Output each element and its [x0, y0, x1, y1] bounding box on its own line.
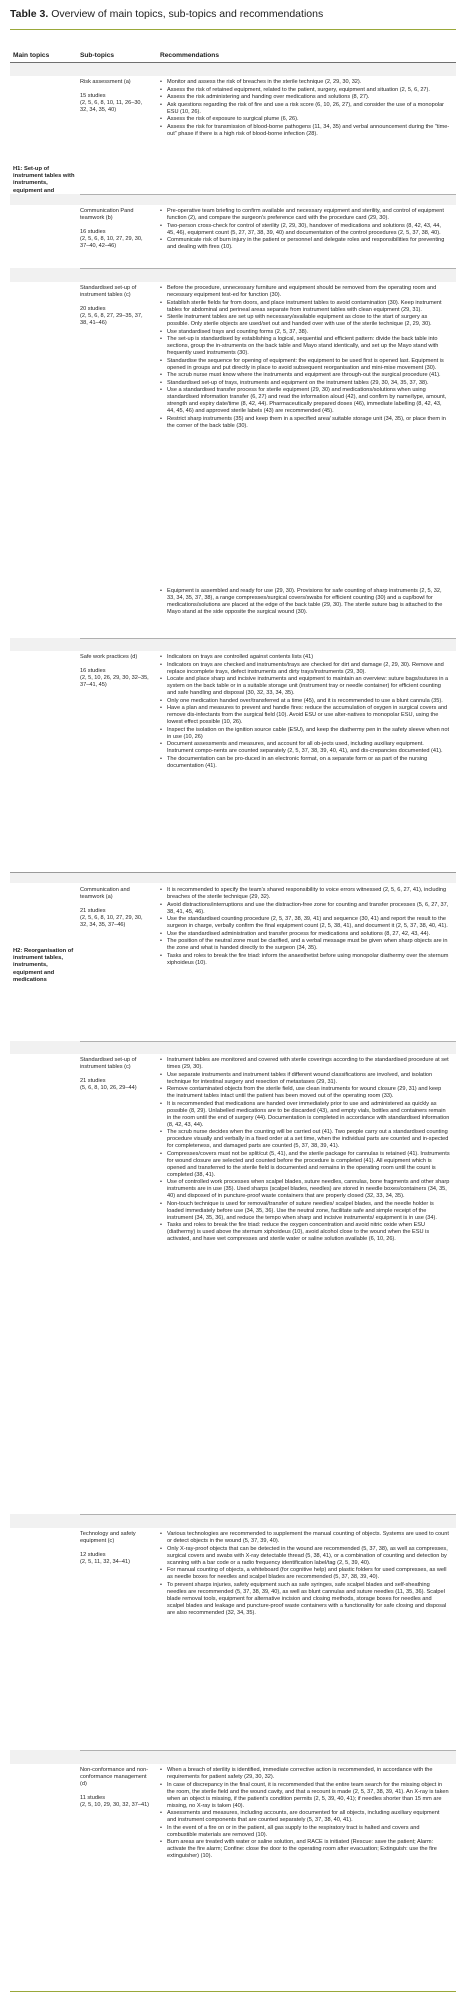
subtopic-divider — [80, 1514, 456, 1515]
header-recommendations: Recommendations — [160, 52, 219, 59]
recommendation-item: • Various technologies are recommended to supplement the manual counting of objects. Systems are used to count or detect objects in the wound (5, 37, 39, 40). — [160, 1531, 450, 1545]
row-gap — [10, 1750, 456, 1764]
subtopic-h2-a — [80, 887, 150, 929]
header-gap — [10, 62, 456, 76]
recommendation-item: • Only one medication handed over/transferred at a time (45), and it is recommended to use a blunt cannula (35). — [160, 698, 450, 705]
recommendations-h2-c — [160, 1531, 450, 1617]
row-gap — [10, 268, 456, 282]
main-topic-h1: H1: Set-up of instrument tables with instruments, equipment and — [13, 166, 75, 194]
header-sub-topics: Sub-topics — [80, 52, 115, 59]
recommendation-item: • Before the procedure, unnecessary furniture and equipment should be removed from the operating room and necessary equipment test-ed for function (30). — [160, 285, 450, 299]
subtopic-refs: (2, 5, 6, 8, 10, 27, 29, 30, 37–40, 42–46) — [80, 236, 143, 249]
recommendation-item: • Use a standardised transfer process for sterile equipment (29, 30) and medications/solutions when using standardised information transfer (6, 27) and read the information aloud (42), and confirm by name/type, amount, strength and expiry date/time (8, 42, 44). Pharmaceutically prepared doses (46), immediate labelling (8, 42, 43, 44, 45, 46) and approved sterile labels (43) are recommended (45). — [160, 387, 450, 415]
top-rule — [10, 29, 456, 30]
recommendations-h1-c — [160, 285, 450, 430]
recommendation-item: • Assess the risk of exposure to surgical plume (6, 26). — [160, 116, 450, 123]
recommendation-item: • Standardised set-up of trays, instruments and equipment on the instrument tables (29, 30, 34, 35, 37, 38). — [160, 380, 450, 387]
table-label: Table 3. — [10, 8, 49, 20]
subtopic-studies: 12 studies — [80, 1552, 106, 1558]
recommendation-item: • Assess the risk for transmission of blood-borne pathogens (11, 34, 35) and verbal announcement during the “time-out” phase if there is a high risk of blood-borne infection (28). — [160, 124, 450, 138]
subtopic-divider — [80, 1750, 456, 1751]
recommendation-item: • Monitor and assess the risk of breaches in the sterile technique (2, 29, 30, 32). — [160, 79, 450, 86]
recommendation-item: • Remove contaminated objects from the sterile field, use clean instruments for wound closure (29, 31) and keep the instrument tables intact until the patient has been moved out of the operating room (33). — [160, 1086, 450, 1100]
recommendation-item: • Burn areas are treated with water or saline solution, and RACE is initiated (Rescue: save the patient; Alarm: activate the fire alarm; Confine: close the door to the operating room after evacuation; Extinguish: use the fire extinguisher) (10). — [160, 1839, 450, 1860]
subtopic-refs: (2, 5, 6, 8, 10, 27, 29, 30, 32, 34, 35, 37–46) — [80, 915, 143, 928]
recommendations-h1-b — [160, 208, 450, 252]
recommendation-item: • Assess the risk of retained equipment, related to the patient, surgery, equipment and situation (2, 5, 6, 27). — [160, 87, 450, 94]
recommendation-item: • It is recommended to specify the team’s shared responsibility to voice errors witnessed (2, 5, 6, 27, 41), including breaches of the sterile technique (29, 32). — [160, 887, 450, 901]
recommendation-item: • Avoid distractions/interruptions and use the distraction-free zone for counting and transfer processes (5, 6, 27, 37, 38, 41, 45, 46). — [160, 902, 450, 916]
row-gap — [10, 873, 456, 883]
subtopic-refs: (5, 6, 8, 10, 26, 29–44) — [80, 1085, 137, 1091]
recommendation-item: • Restrict sharp instruments (35) and keep them in a specified area/ suitable storage unit (34, 35), or place them in the corner of the back table (30). — [160, 416, 450, 430]
subtopic-studies: 21 studies — [80, 908, 106, 914]
table-caption: Overview of main topics, sub-topics and recommendations — [51, 8, 324, 20]
recommendation-item: • Use the standardised administration and transfer process for medications and solutions (8, 27, 42, 43, 44). — [160, 931, 450, 938]
subtopic-name: Risk assessment (a) — [80, 79, 131, 85]
subtopic-studies: 15 studies — [80, 93, 106, 99]
subtopic-name: Non-conformance and non-conformance management (d) — [80, 1767, 149, 1787]
recommendation-item: • The position of the neutral zone must be clarified, and a verbal message must be given when sharp objects are in the zone and what is handed directly to the surgeon (34, 35). — [160, 938, 450, 952]
recommendation-item: • When a breach of sterility is identified, immediate corrective action is recommended, in accordance with the requirements for patient safety (29, 30, 32). — [160, 1767, 450, 1781]
subtopic-divider — [80, 194, 456, 195]
recommendation-item: • The scrub nurse decides when the counting will be carried out (41). Two people carry out a standardised counting procedure visually and verbally in a fixed order at a set time, when the individual parts are counted and in-spected for completeness, and damaged parts are counted (5, 37, 38, 39, 41). — [160, 1129, 450, 1150]
subtopic-h2-c — [80, 1531, 150, 1566]
recommendation-item: • Ask questions regarding the risk of fire and use a risk score (6, 10, 26, 27), and consider the use of a monopolar ESU (10, 26). — [160, 102, 450, 116]
row-gap — [10, 1514, 456, 1528]
subtopic-name: Technology and safety equipment (c) — [80, 1531, 136, 1544]
subtopic-h2-d — [80, 1767, 150, 1809]
recommendation-item: • Use the standardised counting procedure (2, 5, 37, 38, 39, 41) and sequence (30, 41) and report the result to the surgeon in charge, verbally confirm the final equipment count (2, 5, 38, 41), and document it (2, 5, 37, 38, 40, 41). — [160, 916, 450, 930]
subtopic-studies: 20 studies — [80, 306, 106, 312]
recommendation-item: • Indicators on trays are checked and instruments/trays are checked for dirt and damage (2, 29, 30). Remove and replace incomplete trays, defect instruments and dirty trays/instruments (29, 30). — [160, 662, 450, 676]
recommendation-item: • Inspect the isolation on the ignition source cable (ESU), and keep the diathermy pen in the safety sleeve when not in use (10, 26) — [160, 727, 450, 741]
subtopic-name: Communication and teamwork (a) — [80, 887, 130, 900]
subtopic-refs: (2, 5, 6, 8, 10, 11, 26–30, 32, 34, 35, 40) — [80, 100, 143, 113]
recommendation-item: • Assessments and measures, including accounts, are documented for all objects, including auxiliary equipment and instrument components that are counted separately (5, 37, 38, 40, 41). — [160, 1810, 450, 1824]
recommendations-h2-a — [160, 887, 450, 967]
recommendation-item: • Two-person cross-check for control of sterility (2, 29, 30), handover of medications and solutions (8, 42, 43, 44, 45, 46), equipment count (5, 27, 37, 38, 39, 40) and documentation of the control procedures (2, 5, 37, 38, 40). — [160, 223, 450, 237]
subtopic-refs: (2, 5, 10, 29, 30, 32, 37–41) — [80, 1802, 150, 1808]
recommendation-item: • Indicators on trays are controlled against contents lists (41) — [160, 654, 450, 661]
subtopic-refs: (2, 5, 11, 32, 34–41) — [80, 1559, 130, 1565]
recommendation-item: • Tasks and roles to break the fire triad: reduce the oxygen concentration and avoid nitric oxide when ESU (diathermy) is used above the sternum xiphoideus (10), avoid alcohol close to the wound when the ESU is activated, and have wet compresses and sterile water or saline solution available (6, 10, 26). — [160, 1222, 450, 1243]
recommendations-h1-a — [160, 79, 450, 138]
recommendation-item: • Pre-operative team briefing to confirm available and necessary equipment and sterility, and control of equipment function (2), and compare the surgeon’s preference card with the procedure card (29, 30). — [160, 208, 450, 222]
recommendation-item: • Use separate instruments and instrument tables if different wound classifications are involved, and isolation technique for intestinal surgery and resection of metastases (29, 31). — [160, 1072, 450, 1086]
row-gap — [10, 194, 456, 205]
recommendation-item: • Have a plan and measures to prevent and handle fires: reduce the accumulation of oxygen in surgical covers and remove dis-infectants from the surgical field (10). Avoid ESU or use alter-natives to monopolar ESU, using the lowest effect possible (10, 26). — [160, 705, 450, 726]
header-main-topics: Main topics — [13, 52, 50, 59]
recommendation-item: • The scrub nurse must know where the instruments and equipment are through-out the surgical procedure (41). — [160, 372, 450, 379]
recommendation-item: • The set-up is standardised by establishing a logical, sequential and efficient pattern: divide the back table into sections, group the in-struments on the back table and Mayo stand identically, and set up the Mayo stand with frequently used instruments (30). — [160, 336, 450, 357]
subtopic-divider — [80, 268, 456, 269]
subtopic-divider — [80, 1041, 456, 1042]
subtopic-refs: (2, 5, 10, 26, 29, 30, 32–35, 37–41, 45) — [80, 675, 149, 688]
recommendation-item: • Locate and place sharp and incisive instruments and equipment to maintain an overview: suture bags/sutures in a system on the back table or in a suitable storage unit (instrument tray or needle container) for efficient counting and safe handling and disposal (30, 32, 33, 34, 35). — [160, 676, 450, 697]
recommendation-item: • Non-touch technique is used for removal/transfer of suture needles/ scalpel blades, and the needle holder is loaded immediately before use (34, 35, 36). Use the neutral zone, facilitate safe and simple receipt of the instrument (34, 35, 36), and reduce the tempo when sharp and incisive instruments/ equipment is in use (34). — [160, 1201, 450, 1222]
recommendation-item: • Communicate risk of burn injury in the patient or personnel and delegate roles and responsibilities for preventing and dealing with fires (10). — [160, 237, 450, 251]
recommendation-item: • Assess the risk administering and handing over medications and solutions (8, 27). — [160, 94, 450, 101]
recommendation-item: • Sterile instrument tables are set up with necessary/available equipment as close to the start of surgery as possible. Only sterile objects are used/set out and handed over with use of the sterile technique (2, 29, 30). — [160, 314, 450, 328]
recommendations-h1-c-cont — [160, 588, 450, 617]
subtopic-name: Safe work practices (d) — [80, 654, 138, 660]
subtopic-studies: 21 studies — [80, 1078, 106, 1084]
recommendation-item: • Document assessments and measures, and account for all ob-jects used, including auxiliary equipment. Instrument compo-nents are counted separately (2, 5, 37, 38, 39, 40, 41), and dis-crepancies documented (41). — [160, 741, 450, 755]
recommendations-h1-d — [160, 654, 450, 770]
row-gap — [10, 638, 456, 651]
bottom-rule — [10, 1991, 456, 1992]
recommendation-item: • Instrument tables are monitored and covered with sterile coverings according to the standardised procedure at set times (29, 30). — [160, 1057, 450, 1071]
subtopic-refs: (2, 5, 6, 8, 27, 29–35, 37, 38, 41–46) — [80, 313, 143, 326]
subtopic-h1-c — [80, 285, 150, 327]
recommendations-h2-d — [160, 1767, 450, 1861]
recommendation-item: • In the event of a fire on or in the patient, all gas supply to the respiratory tract is halted and covers and combustible materials are removed (10). — [160, 1825, 450, 1839]
main-topic-h2: H2: Reorganisation of instrument tables, instruments, equipment and medications — [13, 948, 74, 983]
subtopic-studies: 11 studies — [80, 1795, 106, 1801]
subtopic-name: Standardised set-up of instrument tables (c) — [80, 285, 137, 298]
recommendation-item: • The documentation can be pro-duced in an electronic format, on a separate form or as part of the nursing documentation (41). — [160, 756, 450, 770]
subtopic-divider — [80, 638, 456, 639]
recommendation-item: • Establish sterile fields far from doors, and place instrument tables to avoid contamination (30). Keep instrument tables for abdominal and perineal areas separate from instrument tables with clean equipment (29, 31). — [160, 300, 450, 314]
recommendation-item: • Standardise the sequence for opening of equipment: the equipment to be used first is opened last. Equipment is opened in groups and put directly in place to avoid subsequent reorganisation and mini-mise movement (30). — [160, 358, 450, 372]
header-rule — [10, 62, 456, 63]
subtopic-h1-a — [80, 79, 150, 114]
recommendations-h2-b — [160, 1057, 450, 1244]
subtopic-studies: 16 studies — [80, 229, 106, 235]
table-title — [10, 8, 323, 20]
recommendation-item: • In case of discrepancy in the final count, it is recommended that the entire team search for the missing object in the room, the sterile field and the wound cavity, and that a recount is made (2, 5, 37, 38, 39, 41). An X-ray is taken when an object is missing, if the patient’s condition permits (2, 5, 39, 40, 41); if needles shorter than 15 mm are missing, no X-ray is taken (40). — [160, 1782, 450, 1810]
recommendation-item: • To prevent sharps injuries, safety equipment such as safe syringes, safe scalpel blades and self-sheathing needles are recommended (5, 37, 38, 39, 40), as well as blunt cannulas and suture needles (11, 35, 36). Scalpel blade removal tools, equipment for alternative incision and closing methods, storage boxes for needles and scalpel blades and leakage and puncture-proof waste containers with a functionality for safe closing and disposal are also recommended (32, 34, 35). — [160, 1582, 450, 1617]
subtopic-name: Communication Pand teamwork (b) — [80, 208, 134, 221]
recommendation-item: • Use of controlled work processes when scalpel blades, suture needles, cannulas, bone fragments and other sharp instruments are in use (35). Used sharps (scalpel blades, needles) are stored in needle boxes/containers (34, 35, 40) and disposed of in puncture-proof waste containers that are properly closed (32, 33, 34, 35). — [160, 1179, 450, 1200]
recommendation-item: • For manual counting of objects, a whiteboard (for cognitive help) and plastic folders for used compresses, as well as needle boxes for needles and scalpel blades are recommended (5, 37, 38, 39, 40). — [160, 1567, 450, 1581]
subtopic-name: Standardised set-up of instrument tables (c) — [80, 1057, 137, 1070]
row-gap — [10, 1041, 456, 1054]
recommendation-item: • It is recommended that medications are handed over immediately prior to use and administered as quickly as possible (8, 29). Unlabelled medications are to be discarded (43), and empty vials, bottles and containers remain in the room until the end of surgery (44). Documentation is completed in accordance with standardised information (8, 42, 43, 44). — [160, 1101, 450, 1129]
recommendation-item: • Equipment is assembled and ready for use (29, 30). Provisions for safe counting of sharp instruments (2, 5, 32, 33, 34, 35, 37, 38), a range compresses/surgical covers/swabs for efficient counting (30) and a cup/bowl for medications/solutions are placed at the edge of the back table (29, 30). The sterile suture bag is attached to the Mayo stand at the side opposite the surgical wound (30). — [160, 588, 450, 616]
subtopic-h1-b — [80, 208, 150, 250]
recommendation-item: • Only X-ray-proof objects that can be detected in the wound are recommended (5, 37, 38), as well as compresses, surgical covers and swabs with X-ray detectable thread (5, 38, 41), or a combination of counting and detection by scanning with a bar code or a radio frequency identification label/tag (2, 5, 39, 40). — [160, 1546, 450, 1567]
recommendation-item: • Tasks and roles to break the fire triad: inform the anaesthetist before using monopolar diathermy over the sternum xiphoideus (10). — [160, 953, 450, 967]
subtopic-h1-d — [80, 654, 150, 689]
subtopic-h2-b — [80, 1057, 150, 1092]
recommendation-item: • Compresses/covers must not be split/cut (5, 41), and the sterile package for cannulas is retained (41). Instruments for wound closure are selected and counted before the procedure is completed (41). All equipment which is opened and transferred to the sterile field is documented and remains in the operating room until the count is completed (38, 41). — [160, 1151, 450, 1179]
subtopic-studies: 16 studies — [80, 668, 106, 674]
recommendation-item: • Use standardised trays and counting forms (2, 5, 37, 38). — [160, 329, 450, 336]
